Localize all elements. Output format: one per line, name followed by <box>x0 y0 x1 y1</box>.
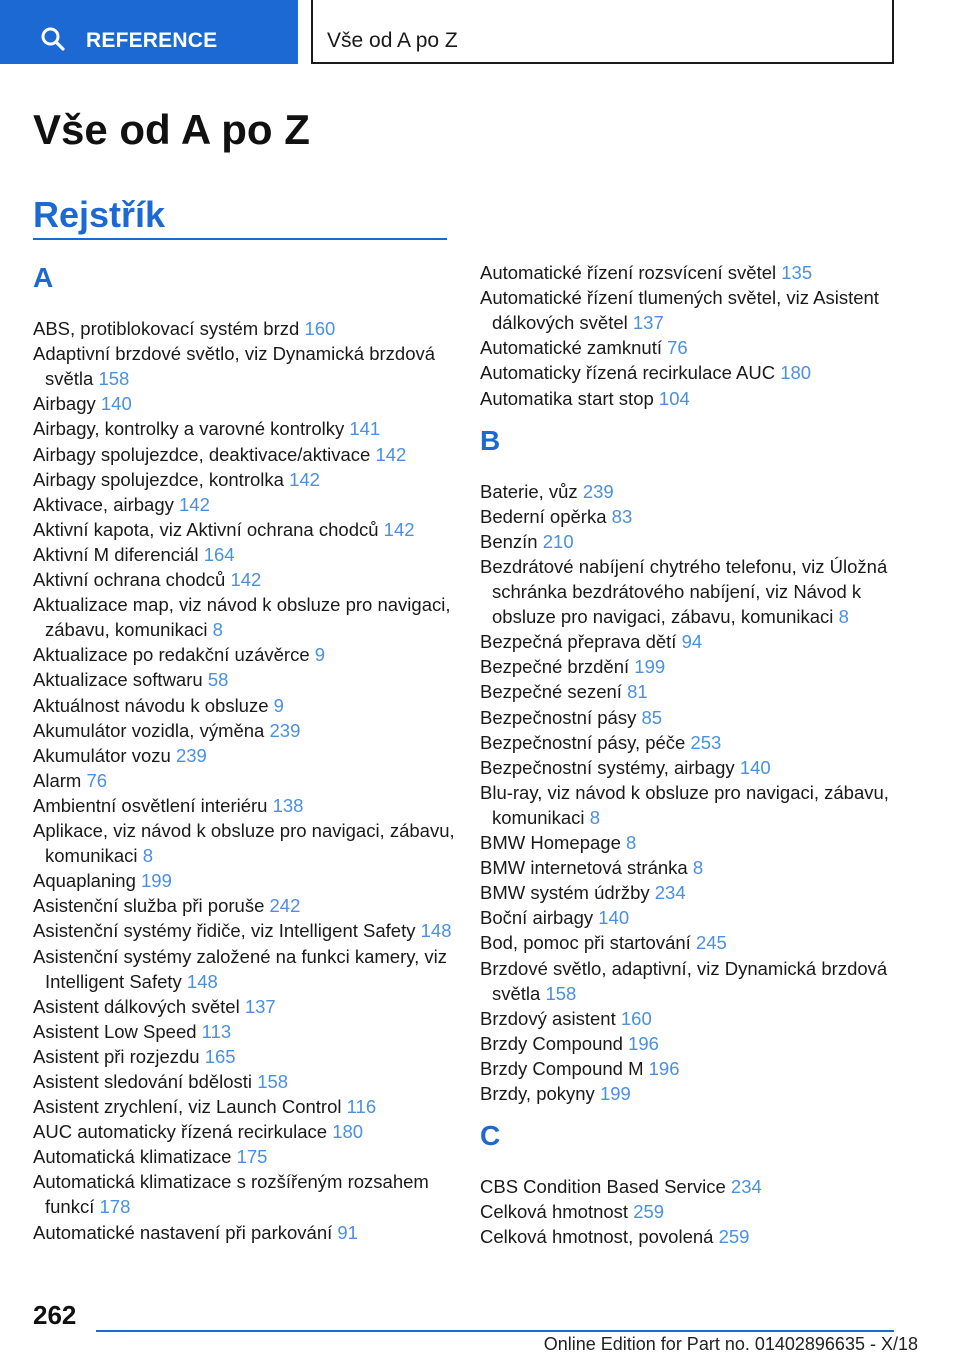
index-entry-page-link[interactable]: 140 <box>100 393 132 415</box>
index-entry-text: Aktuálnost návodu k obsluze <box>33 694 274 716</box>
index-entry-text: Airbagy spolujezdce, kontrolka <box>33 468 290 490</box>
index-entry-page-link[interactable]: 239 <box>582 480 614 502</box>
index-entry-page-link[interactable]: 175 <box>236 1146 268 1168</box>
index-entry <box>480 705 912 730</box>
index-entry-page-link[interactable]: 199 <box>599 1083 631 1104</box>
index-entry <box>33 567 459 592</box>
index-entry <box>33 1119 459 1144</box>
index-entry-text: Celková hmotnost, povolená <box>480 1226 719 1248</box>
index-entry-page-link[interactable]: 140 <box>739 756 771 778</box>
index-entry-page-link[interactable]: 164 <box>203 543 235 565</box>
index-entry-page-link[interactable]: 58 <box>207 669 229 691</box>
section-divider <box>33 238 447 240</box>
header-title: Vše od A po Z <box>327 29 458 52</box>
index-entry-text: AUC automaticky řízená recirkulace <box>33 1121 333 1143</box>
index-entry <box>33 868 459 893</box>
index-letter-c: C <box>480 1120 501 1152</box>
index-entry-text: Alarm <box>33 769 87 791</box>
index-entry-page-link[interactable]: 9 <box>314 644 326 666</box>
index-entry-text: Brzdy, pokyny <box>480 1083 600 1104</box>
index-entry-page-link[interactable]: 148 <box>186 970 218 992</box>
index-entry <box>33 667 459 692</box>
index-entry-text: Asistent při rozjezdu <box>33 1045 205 1067</box>
index-entry <box>480 335 912 360</box>
index-entry-page-link[interactable]: 234 <box>730 1176 762 1198</box>
index-entry-text: Bezpečnostní pásy, péče <box>480 731 691 753</box>
index-entry-text: Brzdový asistent <box>480 1007 621 1029</box>
index-entry-page-link[interactable]: 196 <box>628 1032 659 1054</box>
index-entry <box>33 1220 459 1245</box>
index-entry-text: ABS, protiblokovací systém brzd <box>33 318 305 339</box>
index-entry-page-link[interactable]: 259 <box>718 1226 750 1248</box>
index-entry-page-link[interactable]: 242 <box>269 895 301 917</box>
index-entry-page-link[interactable]: 180 <box>332 1121 364 1143</box>
index-entry-text: Baterie, vůz <box>480 480 583 502</box>
reference-tab[interactable] <box>0 0 298 64</box>
index-entry-page-link[interactable]: 8 <box>142 845 153 867</box>
index-entry-page-link[interactable]: 81 <box>627 681 648 703</box>
index-entry <box>33 642 459 667</box>
index-entry <box>480 930 912 955</box>
index-entry-text: Airbagy <box>33 393 101 415</box>
index-entry-page-link[interactable]: 199 <box>141 870 172 892</box>
index-entry-text: Bezdrátové nabíjení chytrého telefonu, viz Úložná schránka bezdrátového nabíjení, viz Návod k obsluze pro navigaci, zábavu, komunikaci <box>480 555 888 628</box>
index-entry-page-link[interactable]: 137 <box>632 312 664 334</box>
index-entry-text: Aplikace, viz návod k obsluze pro navigaci, zábavu, komunikaci <box>33 820 455 867</box>
index-entry-page-link[interactable]: 104 <box>658 387 690 409</box>
index-entry-text: Aquaplaning <box>33 870 142 892</box>
index-entry-page-link[interactable]: 239 <box>175 744 207 766</box>
index-entry-page-link[interactable]: 94 <box>681 631 703 653</box>
index-entry <box>33 818 459 868</box>
index-entry <box>480 1199 912 1224</box>
index-entry <box>480 905 912 930</box>
index-entry-page-link[interactable]: 160 <box>620 1007 652 1029</box>
index-entry <box>33 517 459 542</box>
index-entry <box>480 260 912 285</box>
index-entry <box>480 386 912 411</box>
index-entry-text: Asistent sledování bdělosti <box>33 1071 258 1092</box>
index-entry <box>33 1019 459 1044</box>
index-entry-text: Asistent Low Speed <box>33 1020 202 1042</box>
index-entry <box>480 504 912 529</box>
index-entry-page-link[interactable]: 8 <box>626 832 637 853</box>
index-entry-page-link[interactable]: 196 <box>648 1057 680 1079</box>
index-entry-text: Benzín <box>480 530 543 552</box>
index-entry-text: Akumulátor vozu <box>33 744 176 766</box>
index-entry-text: BMW internetová stránka <box>480 857 693 879</box>
index-entry-text: Automaticky řízená recirkulace AUC <box>480 362 781 384</box>
index-entry-page-link[interactable]: 9 <box>273 694 284 716</box>
search-icon <box>40 26 66 52</box>
index-entry-text: CBS Condition Based Service <box>480 1176 731 1198</box>
index-entry <box>480 1006 912 1031</box>
index-entry <box>480 654 912 679</box>
index-entry-text: Bezpečná přeprava dětí <box>480 631 682 653</box>
section-heading: Rejstřík <box>33 194 166 235</box>
index-entry-page-link[interactable]: 116 <box>346 1096 377 1118</box>
index-entry-text: Asistenční systémy založené na funkci kamery, viz Intelligent Safety <box>33 945 448 992</box>
index-entry-page-link[interactable]: 137 <box>244 995 276 1017</box>
index-entry <box>480 285 912 335</box>
index-entry-text: BMW Homepage <box>480 832 626 853</box>
index-entry <box>33 1069 459 1094</box>
footer-divider <box>96 1330 894 1332</box>
index-entry-text: Automatické řízení tlumených světel, viz Asistent dálkových světel <box>480 287 879 334</box>
index-entry-text: Aktualizace map, viz návod k obsluze pro navigaci, zábavu, komunikaci <box>33 594 451 641</box>
index-entry-page-link[interactable]: 142 <box>289 468 320 490</box>
index-entry <box>33 416 459 441</box>
index-entry <box>33 1169 459 1219</box>
index-entry-page-link[interactable]: 76 <box>86 769 108 791</box>
index-entry <box>33 341 459 391</box>
index-entry <box>480 554 912 629</box>
index-entry-page-link[interactable]: 259 <box>633 1201 665 1223</box>
footer-edition-text: Online Edition for Part no. 01402896635 - X/18 <box>543 1334 918 1354</box>
index-entry-text: Bezpečnostní pásy <box>480 706 642 728</box>
index-entry <box>480 1031 912 1056</box>
index-entry-page-link[interactable]: 148 <box>420 920 452 942</box>
index-entry-page-link[interactable]: 210 <box>542 530 574 552</box>
index-entry-page-link[interactable]: 140 <box>598 907 630 929</box>
index-entry-text: Aktualizace softwaru <box>33 669 208 691</box>
index-entry-page-link[interactable]: 141 <box>349 418 381 440</box>
index-entry <box>33 1144 459 1169</box>
index-entry-page-link[interactable]: 158 <box>545 982 577 1004</box>
index-entry-page-link[interactable]: 253 <box>690 731 722 753</box>
index-letter-b: B <box>480 424 501 456</box>
index-entry <box>33 693 459 718</box>
index-entry <box>33 893 459 918</box>
index-entry-text: Asistenční systémy řidiče, viz Intelligent Safety <box>33 920 421 942</box>
index-entry <box>33 743 459 768</box>
index-entry-text: Automatika start stop <box>480 387 659 409</box>
index-entry <box>480 1224 912 1249</box>
index-entry-text: Aktivní kapota, viz Aktivní ochrana chodců <box>33 518 384 540</box>
index-entry <box>480 629 912 654</box>
index-entry <box>480 780 912 830</box>
index-entry-page-link[interactable]: 245 <box>695 932 727 954</box>
index-entry-text: Aktivní M diferenciál <box>33 543 204 565</box>
index-entry-page-link[interactable]: 135 <box>781 262 813 283</box>
index-entry-text: Bezpečnostní systémy, airbagy <box>480 756 740 778</box>
index-entry-text: Aktualizace po redakční uzávěrce <box>33 644 315 666</box>
index-entry <box>33 391 459 416</box>
index-entry-page-link[interactable]: 91 <box>337 1221 358 1243</box>
index-entry <box>33 994 459 1019</box>
index-entry <box>33 944 459 994</box>
index-entry-page-link[interactable]: 8 <box>838 606 849 628</box>
index-entry-page-link[interactable]: 8 <box>589 806 600 828</box>
index-entry <box>480 360 912 385</box>
index-entry-text: Airbagy spolujezdce, deaktivace/aktivace <box>33 443 376 465</box>
index-entry-page-link[interactable]: 8 <box>692 857 704 879</box>
index-entry <box>480 956 912 1006</box>
index-entry-text: Automatické zamknutí <box>480 337 668 359</box>
index-entry <box>480 880 912 905</box>
index-entry <box>480 1174 912 1199</box>
index-entry-text: Automatická klimatizace s rozšířeným rozsahem funkcí <box>33 1171 429 1218</box>
index-entry-text: Asistenční služba při poruše <box>33 895 270 917</box>
index-entry-text: Bod, pomoc při startování <box>480 932 696 954</box>
index-entry-page-link[interactable]: 142 <box>375 443 407 465</box>
index-entry <box>33 442 459 467</box>
index-entry-page-link[interactable]: 142 <box>230 569 262 590</box>
index-entry-text: Blu-ray, viz návod k obsluze pro navigaci, zábavu, komunikaci <box>480 781 889 828</box>
index-entry-page-link[interactable]: 180 <box>780 362 812 384</box>
index-entry-page-link[interactable]: 178 <box>99 1196 131 1218</box>
index-entry <box>480 830 912 855</box>
index-entry <box>480 855 912 880</box>
index-entry-text: Ambientní osvětlení interiéru <box>33 794 273 816</box>
index-entry <box>33 1094 459 1119</box>
index-entry-page-link[interactable]: 234 <box>654 882 686 904</box>
index-entry <box>33 768 459 793</box>
index-entry <box>33 793 459 818</box>
index-entry-text: Asistent dálkových světel <box>33 995 245 1017</box>
index-entry-text: Asistent zrychlení, viz Launch Control <box>33 1096 347 1118</box>
index-entry-page-link[interactable]: 165 <box>204 1045 236 1067</box>
index-entry <box>480 479 912 504</box>
index-entry <box>33 492 459 517</box>
index-entry-text: Airbagy, kontrolky a varovné kontrolky <box>33 418 350 440</box>
index-entry-text: Brzdy Compound M <box>480 1057 649 1079</box>
index-entry-text: Boční airbagy <box>480 907 599 929</box>
index-entry <box>480 679 912 704</box>
index-entry-page-link[interactable]: 158 <box>98 368 130 390</box>
page-title: Vše od A po Z <box>33 106 310 153</box>
index-entry <box>480 1056 912 1081</box>
index-entry-page-link[interactable]: 142 <box>383 518 415 540</box>
index-entry <box>33 1044 459 1069</box>
index-entry-page-link[interactable]: 8 <box>212 619 223 641</box>
index-entry-text: Aktivace, airbagy <box>33 493 180 515</box>
index-entry-text: Automatické nastavení při parkování <box>33 1221 338 1243</box>
index-letter-a: A <box>33 262 54 293</box>
index-entry-page-link[interactable]: 199 <box>634 656 666 678</box>
index-entry <box>33 316 459 341</box>
index-entry <box>33 918 459 943</box>
index-entry-page-link[interactable]: 113 <box>201 1020 232 1042</box>
index-entry-text: Brzdové světlo, adaptivní, viz Dynamická brzdová světla <box>480 957 888 1004</box>
index-entry-text: BMW systém údržby <box>480 882 655 904</box>
index-entry-text: Celková hmotnost <box>480 1201 634 1223</box>
index-entry <box>480 730 912 755</box>
index-entry <box>33 592 459 642</box>
index-entry-page-link[interactable]: 142 <box>179 493 210 515</box>
reference-tab-label: REFERENCE <box>86 29 218 52</box>
index-entry-page-link[interactable]: 138 <box>272 794 304 816</box>
index-entry-text: Bezpečné sezení <box>480 681 628 703</box>
index-entry-page-link[interactable]: 239 <box>269 719 301 741</box>
index-entry <box>33 467 459 492</box>
index-entry-text: Automatická klimatizace <box>33 1146 237 1168</box>
index-entry-text: Bezpečné brzdění <box>480 656 635 678</box>
index-entry-page-link[interactable]: 85 <box>641 706 663 728</box>
index-entry-text: Bederní opěrka <box>480 505 612 527</box>
page-number: 262 <box>33 1300 77 1330</box>
index-entry-page-link[interactable]: 160 <box>304 318 336 339</box>
index-entry-text: Adaptivní brzdové světlo, viz Dynamická brzdová světla <box>33 343 436 390</box>
index-entry-page-link[interactable]: 158 <box>257 1071 289 1092</box>
index-entry <box>480 1081 912 1106</box>
index-entry <box>33 718 459 743</box>
index-entry-text: Aktivní ochrana chodců <box>33 569 231 590</box>
index-entry-page-link[interactable]: 83 <box>611 505 633 527</box>
index-entry-text: Akumulátor vozidla, výměna <box>33 719 270 741</box>
index-entry-text: Brzdy Compound <box>480 1032 629 1054</box>
index-entry <box>33 542 459 567</box>
index-entry-page-link[interactable]: 76 <box>667 337 688 359</box>
index-entry <box>480 529 912 554</box>
index-entry-text: Automatické řízení rozsvícení světel <box>480 262 782 283</box>
header-title-box <box>311 0 894 64</box>
index-entry <box>480 755 912 780</box>
